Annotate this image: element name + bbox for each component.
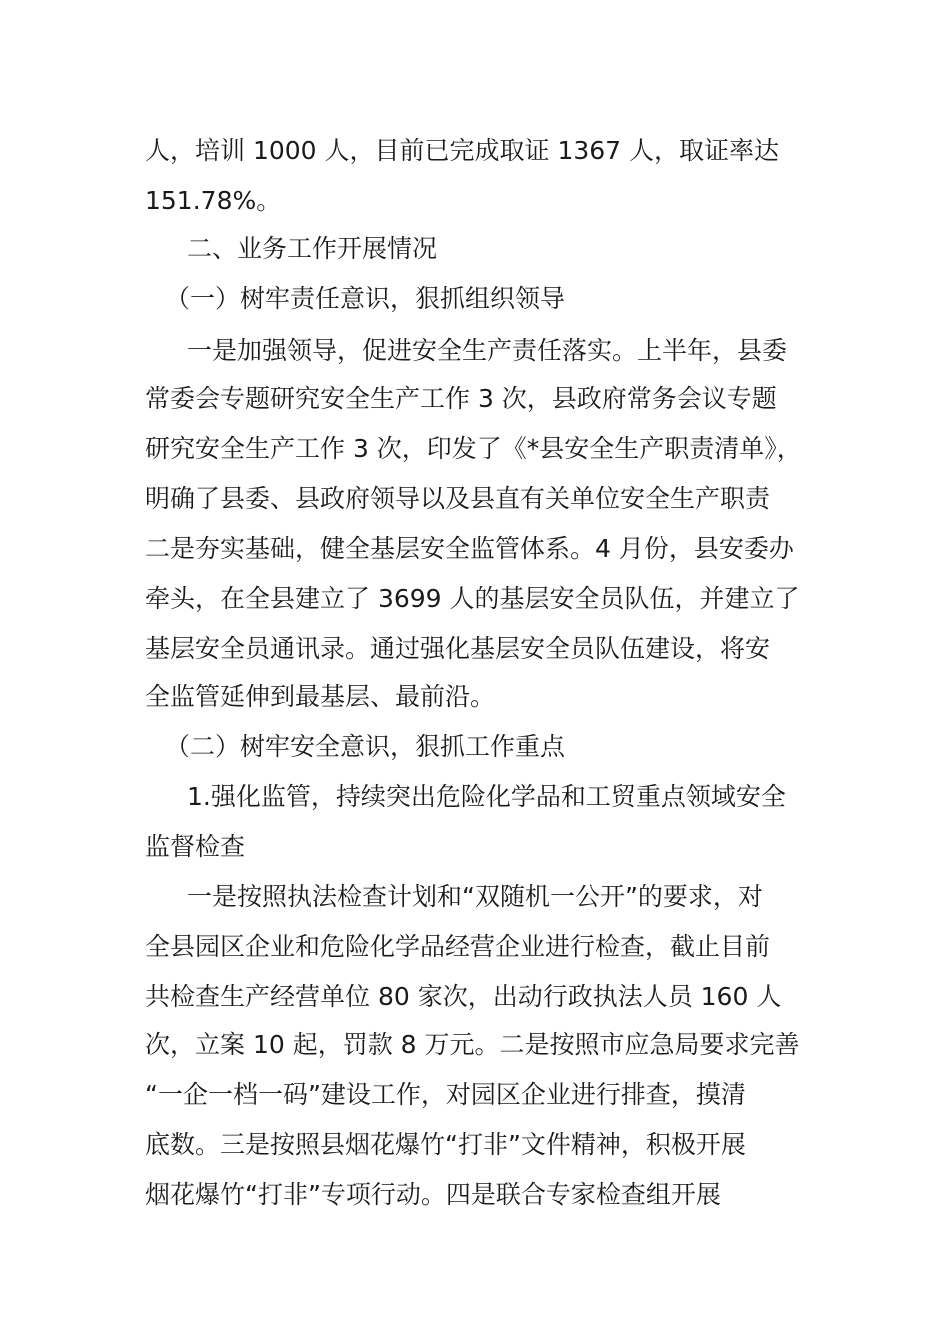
paragraph-line: 一是加强领导，促进安全生产责任落实。上半年，县委 [187, 336, 788, 365]
text-line: 底数。三是按照县烟花爆竹“打非”文件精神，积极开展 [145, 1130, 746, 1159]
text-line: 基层安全员通讯录。通过强化基层安全员队伍建设，将安 [145, 634, 771, 663]
text-line: 牵头，在全县建立了 3699 人的基层安全员队伍，并建立了 [145, 584, 800, 613]
text-line: 全县园区企业和危险化学品经营企业进行检查，截止目前 [145, 932, 771, 961]
text-line: 共检查生产经营单位 80 家次，出动行政执法人员 160 人 [145, 982, 782, 1011]
text-line: 人，培训 1000 人，目前已完成取证 1367 人，取证率达 [145, 136, 780, 165]
paragraph-line: 一是按照执法检查计划和“双随机一公开”的要求，对 [187, 882, 763, 911]
text-line: 烟花爆竹“打非”专项行动。四是联合专家检查组开展 [145, 1180, 721, 1209]
section-heading: 二、业务工作开展情况 [187, 234, 438, 263]
subsection-heading: （一）树牢责任意识，狠抓组织领导 [165, 284, 566, 313]
text-line: 次，立案 10 起，罚款 8 万元。二是按照市应急局要求完善 [145, 1030, 800, 1059]
text-line: “一企一档一码”建设工作，对园区企业进行排查，摸清 [145, 1080, 746, 1109]
subsection-heading: （二）树牢安全意识，狠抓工作重点 [165, 732, 566, 761]
text-line: 151.78%。 [145, 186, 282, 215]
text-line: 研究安全生产工作 3 次，印发了《*县安全生产职责清单》， [145, 434, 802, 463]
text-line: 监督检查 [145, 832, 246, 861]
text-line: 常委会专题研究安全生产工作 3 次，县政府常务会议专题 [145, 384, 777, 413]
item-heading: 1.强化监管，持续突出危险化学品和工贸重点领域安全 [187, 782, 786, 811]
text-line: 明确了县委、县政府领导以及县直有关单位安全生产职责 [145, 484, 771, 513]
text-line: 全监管延伸到最基层、最前沿。 [145, 682, 496, 711]
text-line: 二是夯实基础，健全基层安全监管体系。4 月份，县安委办 [145, 534, 794, 563]
